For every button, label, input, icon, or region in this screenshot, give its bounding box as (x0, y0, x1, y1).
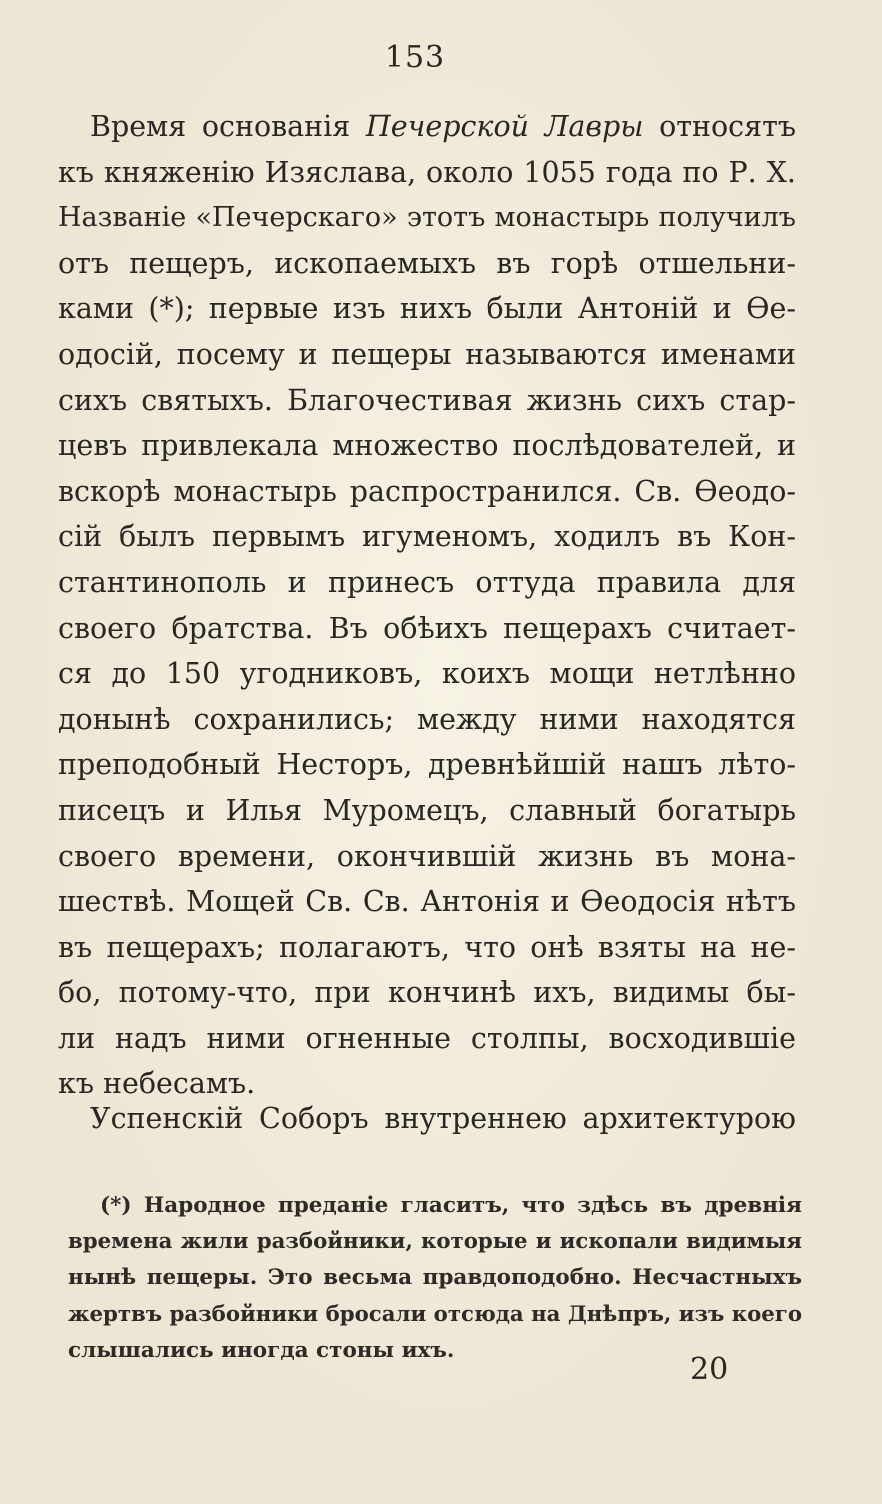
text-line: стантинополь и принесъ оттуда правила для (58, 565, 796, 599)
text-line: Успенскій Соборъ внутреннею архитектурою (90, 1102, 796, 1135)
footnote-line: нынѣ пещеры. Это весьма правдоподобно. Несчастныхъ (68, 1265, 802, 1291)
text-line: ли надъ ними огненные столпы, восходившіе (58, 1021, 796, 1055)
text-line: ся до 150 угодниковъ, коихъ мощи нетлѣнно (58, 657, 796, 691)
text-line: своего времени, окончившій жизнь въ мона- (58, 839, 796, 873)
text-line: Названіе «Печерскаго» этотъ монастырь получилъ (58, 202, 796, 234)
page-number: 153 (384, 40, 446, 75)
text-line: одосій, посему и пещеры называются именами (58, 337, 796, 371)
main-paragraph (58, 104, 796, 1107)
text-line: ками (*); первые изъ нихъ были Антоній и Ѳе- (58, 292, 796, 326)
footnote (68, 1188, 802, 1369)
text-line: къ небесамъ. (58, 1067, 256, 1101)
italic-title: Печерской Лавры (365, 110, 644, 143)
text-line: сій былъ первымъ игуменомъ, ходилъ въ Кон- (58, 520, 796, 554)
footnote-line: времена жили разбойники, которые и ископали видимыя (68, 1229, 802, 1255)
text-line: вскорѣ монастырь распространился. Св. Ѳеодо- (58, 474, 796, 508)
text-line (58, 104, 796, 150)
text-line: донынѣ сохранились; между ними находятся (58, 702, 796, 736)
text-line: шествѣ. Мощей Св. Св. Антонія и Ѳеодосія нѣтъ (58, 885, 796, 919)
text-line: писецъ и Илья Муромецъ, славный богатырь (58, 793, 796, 827)
text-line: отъ пещеръ, ископаемыхъ въ горѣ отшельни- (58, 246, 796, 280)
text-line: въ пещерахъ; полагаютъ, что онѣ взяты на не- (58, 930, 796, 964)
text-line: бо, потому-что, при кончинѣ ихъ, видимы бы- (58, 976, 796, 1010)
text-line: преподобный Несторъ, древнѣйшій нашъ лѣто- (58, 748, 796, 782)
text-line: своего братства. Въ обѣихъ пещерахъ считает- (58, 611, 796, 645)
footnote-line: слышались иногда стоны ихъ. (68, 1337, 455, 1363)
footnote-line: (*) Народное преданіе гласитъ, что здѣсь въ древнія (100, 1193, 802, 1218)
text-line: цевъ привлекала множество послѣдователей, и (58, 429, 796, 463)
text-line: сихъ святыхъ. Благочестивая жизнь сихъ стар- (58, 383, 796, 417)
second-paragraph (58, 1096, 796, 1142)
text-line: къ княженію Изяслава, около 1055 года по Р. Х. (58, 155, 796, 189)
text-run: относятъ (643, 110, 797, 143)
signature-mark: 20 (690, 1352, 729, 1387)
text-run: Время основанія (90, 110, 366, 143)
footnote-line: жертвъ разбойники бросали отсюда на Днѣпръ, изъ коего (68, 1301, 802, 1327)
